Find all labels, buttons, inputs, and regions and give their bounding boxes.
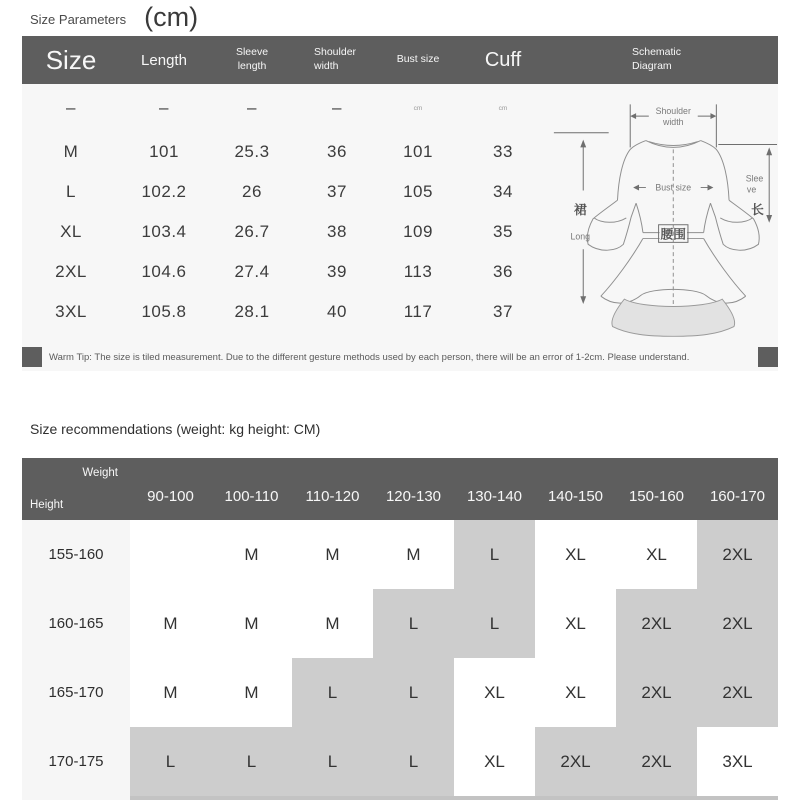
recommendation-cell: L <box>211 727 292 796</box>
recommendation-cell: XL <box>535 658 616 727</box>
schematic-waist-label: 腰围 <box>660 226 686 242</box>
size-parameters-title-row <box>30 4 198 31</box>
corner-header-cell <box>22 458 130 520</box>
size-recommendations-header <box>22 458 778 520</box>
recommendation-row <box>22 520 778 589</box>
size-recommendations-title: Size recommendations (weight: kg height: CM) <box>30 421 321 437</box>
recommendation-cell: L <box>292 658 373 727</box>
column-header-shoulder-width: Shoulder width <box>314 46 357 72</box>
size-cell: cm <box>413 104 423 112</box>
recommendation-cell: M <box>211 658 292 727</box>
size-row <box>22 292 548 332</box>
size-row <box>22 132 548 172</box>
size-cell: 102.2 <box>141 182 187 201</box>
size-cell: XL <box>60 222 82 241</box>
schematic-sleeve-label-line2: ve <box>746 184 757 195</box>
column-header-size: Size <box>45 44 97 75</box>
schematic-diagram <box>548 84 778 342</box>
schematic-shoulder-label-line2: width <box>663 116 684 127</box>
recommendation-cell: M <box>292 520 373 589</box>
recommendation-cell: L <box>373 727 454 796</box>
size-cell: 2XL <box>55 262 87 281</box>
size-cell: 35 <box>493 222 513 241</box>
height-label-cell: 165-170 <box>22 658 130 727</box>
recommendation-cell: M <box>211 589 292 658</box>
corner-height-label: Height <box>30 499 64 511</box>
recommendation-cell: M <box>373 520 454 589</box>
recommendation-cell: XL <box>454 727 535 796</box>
size-cell: 3XL <box>55 302 87 321</box>
size-cell: 109 <box>403 222 433 241</box>
recommendation-cell: 3XL <box>697 727 778 796</box>
size-row <box>22 212 548 252</box>
size-cell: 105.8 <box>141 302 187 321</box>
recommendation-cell: M <box>130 658 211 727</box>
size-cell: 26.7 <box>234 222 270 241</box>
recommendation-cell: 2XL <box>616 589 697 658</box>
size-cell: cm <box>498 104 508 112</box>
recommendation-cell: L <box>454 520 535 589</box>
size-parameters-body <box>22 84 548 332</box>
size-cell: 39 <box>327 262 347 281</box>
weight-column-header: 120-130 <box>385 487 442 505</box>
size-recommendations-body <box>22 520 778 796</box>
size-cell: 27.4 <box>234 262 270 281</box>
bottom-strip-right <box>130 796 778 800</box>
size-cell: 104.6 <box>141 262 187 281</box>
size-cell: 117 <box>403 302 433 321</box>
weight-column-header: 130-140 <box>466 487 523 505</box>
recommendation-row <box>22 727 778 796</box>
unit-label: (cm) <box>144 2 199 32</box>
column-header-bust-size: Bust size <box>396 53 440 66</box>
size-cell: – <box>247 98 257 117</box>
recommendation-cell: XL <box>616 520 697 589</box>
recommendation-cell: L <box>292 727 373 796</box>
size-row <box>22 84 548 132</box>
size-cell: 33 <box>493 142 513 161</box>
size-cell: 101 <box>403 142 433 161</box>
bottom-strip-left <box>22 796 130 800</box>
size-recommendations-table <box>22 458 778 800</box>
weight-column-header: 150-160 <box>628 487 685 505</box>
height-label-cell: 160-165 <box>22 589 130 658</box>
recommendation-cell: L <box>454 589 535 658</box>
size-cell: 36 <box>493 262 513 281</box>
recommendation-row <box>22 589 778 658</box>
schematic-length-label: Long <box>570 231 591 242</box>
warm-tip-right-square <box>758 347 778 367</box>
weight-column-header: 90-100 <box>147 487 194 505</box>
height-label-cell: 155-160 <box>22 520 130 589</box>
schematic-skirt-cn-label: 裙 <box>573 201 587 217</box>
recommendation-cell: 2XL <box>697 658 778 727</box>
size-cell: 37 <box>493 302 513 321</box>
size-cell: M <box>63 142 79 161</box>
recommendation-cell: XL <box>535 589 616 658</box>
size-cell: 28.1 <box>234 302 270 321</box>
recommendation-cell: M <box>292 589 373 658</box>
size-cell: 26 <box>242 182 262 201</box>
schematic-bust-label: Bust size <box>655 182 692 193</box>
size-row <box>22 172 548 212</box>
recommendation-row <box>22 658 778 727</box>
warm-tip-bar <box>22 346 778 368</box>
warm-tip-text: Warm Tip: The size is tiled measurement. Due to the different gesture methods used by each person, there will be an error of 1-2cm. Please understand. <box>49 351 690 363</box>
size-cell: 113 <box>403 262 433 281</box>
size-parameters-label: Size Parameters <box>30 12 127 27</box>
size-cell: – <box>332 98 342 117</box>
size-cell: 36 <box>327 142 347 161</box>
table-bottom-strip <box>22 796 778 800</box>
schematic-sleeve-label-line1: Slee <box>745 173 764 184</box>
schematic-sleeve-cn-label: 长 <box>751 201 764 217</box>
recommendation-cell: 2XL <box>697 520 778 589</box>
corner-weight-label: Weight <box>82 467 118 479</box>
size-cell: 103.4 <box>141 222 187 241</box>
weight-column-header: 110-120 <box>305 487 360 505</box>
column-header-schematic-diagram: Schematic Diagram <box>632 46 682 72</box>
recommendation-cell: 2XL <box>616 658 697 727</box>
size-cell: L <box>66 182 76 201</box>
column-header-sleeve-length: Sleeve length <box>235 46 269 72</box>
schematic-shoulder-label-line1: Shoulder <box>655 106 691 117</box>
size-cell: – <box>159 98 169 117</box>
weight-column-header: 100-110 <box>224 487 279 505</box>
height-label-cell: 170-175 <box>22 727 130 796</box>
recommendation-cell: M <box>130 589 211 658</box>
column-header-cuff: Cuff <box>484 48 522 71</box>
weight-column-header: 160-170 <box>709 487 766 505</box>
recommendation-cell: 2XL <box>616 727 697 796</box>
size-cell: 37 <box>327 182 347 201</box>
size-cell: – <box>66 98 76 117</box>
size-cell: 40 <box>327 302 347 321</box>
column-header-length: Length <box>141 51 187 69</box>
size-parameters-header <box>22 36 778 84</box>
warm-tip-left-square <box>22 347 42 367</box>
recommendation-cell: XL <box>535 520 616 589</box>
recommendation-cell: L <box>373 658 454 727</box>
size-cell: 38 <box>327 222 347 241</box>
recommendation-cell: L <box>373 589 454 658</box>
recommendation-cell: L <box>130 727 211 796</box>
size-cell: 34 <box>493 182 513 201</box>
size-parameters-table <box>22 36 778 371</box>
recommendation-cell: M <box>211 520 292 589</box>
recommendation-cell: 2XL <box>697 589 778 658</box>
size-cell: 105 <box>403 182 433 201</box>
recommendation-cell: 2XL <box>535 727 616 796</box>
weight-column-header: 140-150 <box>547 487 604 505</box>
recommendation-cell: XL <box>454 658 535 727</box>
size-cell: 101 <box>149 142 179 161</box>
dress-schematic-drawing <box>548 84 778 342</box>
recommendation-cell <box>130 520 211 589</box>
size-cell: 25.3 <box>234 142 270 161</box>
size-row <box>22 252 548 292</box>
